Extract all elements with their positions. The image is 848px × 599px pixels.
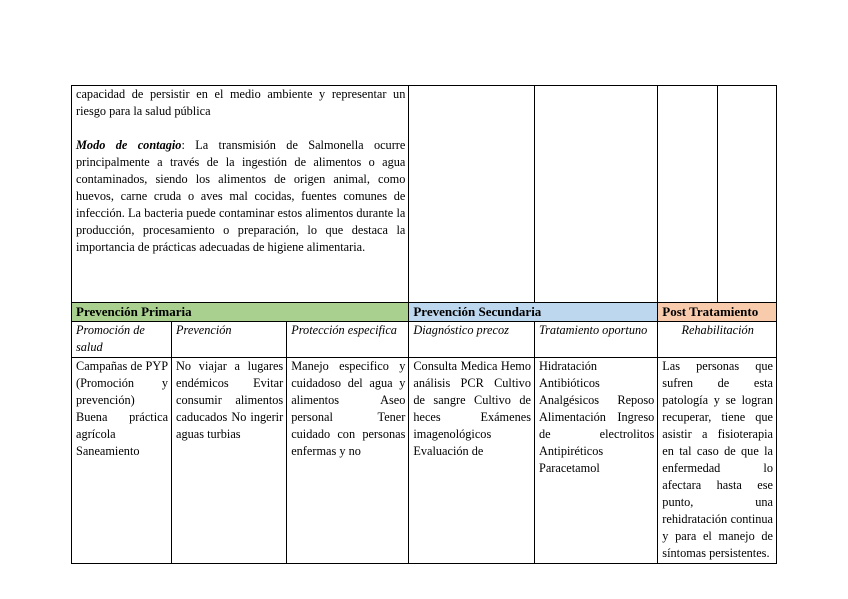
header-prevencion-primaria: Prevención Primaria — [72, 303, 409, 322]
subheader-rehabilitacion: Rehabilitación — [658, 322, 777, 358]
header-row — [72, 303, 777, 322]
subheader-row — [72, 322, 777, 358]
header-post-tratamiento: Post Tratamiento — [658, 303, 777, 322]
empty-cell — [658, 86, 777, 303]
empty-cell — [409, 86, 535, 303]
col-promocion: Campañas de PYP (Promoción y prevención) Buena práctica agrícola Saneamiento — [72, 358, 172, 564]
subheader-prevencion: Prevención — [172, 322, 287, 358]
subheader-diagnostico: Diagnóstico precoz — [409, 322, 535, 358]
header-prevencion-secundaria: Prevención Secundaria — [409, 303, 658, 322]
subheader-tratamiento: Tratamiento oportuno — [534, 322, 657, 358]
modo-contagio-text: : La transmisión de Salmonella ocurre principalmente a través de la ingestión de alimentos o agua contaminados, siendo los alimentos de origen animal, como huevos, carne cruda o aves mal cocidas, fuentes comunes de infección. La bacteria puede contaminar estos alimentos durante la producción, procesamiento o preparación, lo que destaca la importancia de prácticas adecuadas de higiene alimentaria. — [76, 138, 406, 254]
col-tratamiento: Hidratación Antibióticos Analgésicos Reposo Alimentación Ingreso de electrolitos Antipiréticos Paracetamol — [534, 358, 657, 564]
col-proteccion: Manejo especifico y cuidadoso del agua y alimentos Aseo personal Tener cuidado con personas enfermas y no — [287, 358, 409, 564]
subheader-promocion: Promoción de salud — [72, 322, 172, 358]
description-row — [72, 86, 777, 303]
subheader-proteccion: Protección especifica — [287, 322, 409, 358]
col-rehabilitacion: Las personas que sufren de esta patología y se logran recuperar, tiene que asistir a fisioterapia en tal caso de que la enfermedad lo afectara hasta ese punto, una rehidratación continua y para el manejo de síntomas persistentes. — [658, 358, 777, 564]
content-row — [72, 358, 777, 564]
description-cell — [72, 86, 409, 303]
col-prevencion: No viajar a lugares endémicos Evitar consumir alimentos caducados No ingerir aguas turbias — [172, 358, 287, 564]
modo-contagio-paragraph — [76, 137, 405, 256]
description-intro: capacidad de persistir en el medio ambiente y representar un riesgo para la salud pública — [76, 87, 406, 118]
prevention-table — [71, 85, 777, 564]
modo-contagio-label: Modo de contagio — [76, 138, 182, 152]
empty-cell — [534, 86, 657, 303]
col-diagnostico: Consulta Medica Hemo análisis PCR Cultivo de sangre Cultivo de heces Exámenes imagenológicos Evaluación de — [409, 358, 535, 564]
